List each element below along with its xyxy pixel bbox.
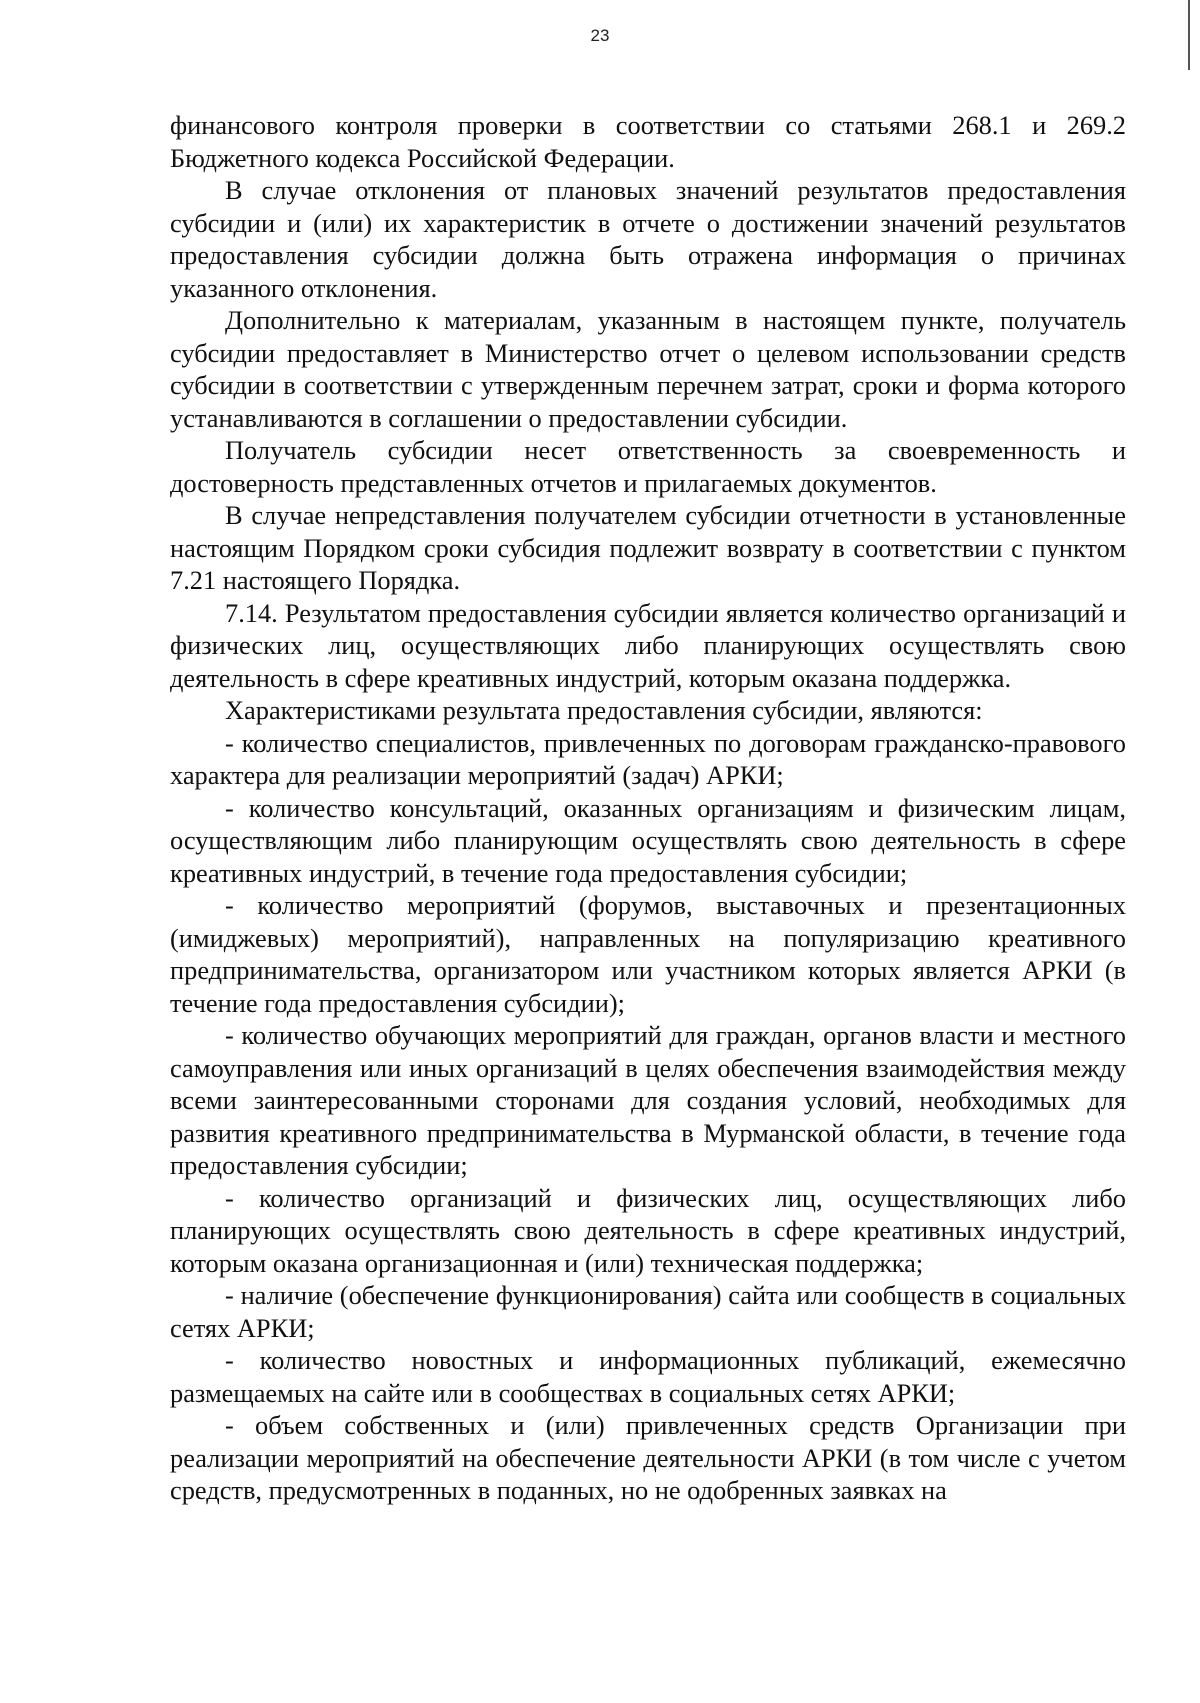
list-item: - количество специалистов, привлеченных по договорам гражданско-правового характера для реализации мероприятий (задач) АРКИ; bbox=[170, 727, 1126, 790]
paragraph: Дополнительно к материалам, указанным в настоящем пункте, получатель субсидии предоставляет в Министерство отчет о целевом использовании средств субсидии в соответствии с утвержденным перечнем затрат, сроки и форма которого устанавливаются в соглашении о предоставлении субсидии. bbox=[170, 305, 1126, 433]
paragraph: финансового контроля проверки в соответствии со статьями 268.1 и 269.2 Бюджетного кодекса Российской Федерации. bbox=[170, 110, 1126, 173]
list-item: - количество новостных и информационных публикаций, ежемесячно размещаемых на сайте или в сообществах в социальных сетях АРКИ; bbox=[170, 1345, 1126, 1408]
list-item: - количество обучающих мероприятий для граждан, органов власти и местного самоуправления или иных организаций в целях обеспечения взаимодействия между всеми заинтересованными сторонами для создания условий, необходимых для развития креативного предпринимательства в Мурманской области, в течение года предоставления субсидии; bbox=[170, 1020, 1126, 1180]
paragraph: Получатель субсидии несет ответственность за своевременность и достоверность представленных отчетов и прилагаемых документов. bbox=[170, 435, 1126, 498]
page-number: 23 bbox=[590, 26, 610, 45]
list-item: - количество консультаций, оказанных организациям и физическим лицам, осуществляющим либо планирующим осуществлять свою деятельность в сфере креативных индустрий, в течение года предоставления субсидии; bbox=[170, 792, 1126, 888]
scan-margin-line bbox=[1188, 0, 1190, 70]
paragraph: В случае непредставления получателем субсидии отчетности в установленные настоящим Порядком сроки субсидия подлежит возврату в соответствии с пунктом 7.21 настоящего Порядка. bbox=[170, 500, 1126, 595]
list-item: - количество организаций и физических лиц, осуществляющих либо планирующих осуществлять свою деятельность в сфере креативных индустрий, которым оказана организационная и (или) техническая поддержка; bbox=[170, 1182, 1126, 1278]
list-item: - наличие (обеспечение функционирования) сайта или сообществ в социальных сетях АРКИ; bbox=[170, 1280, 1126, 1343]
list-item: - объем собственных и (или) привлеченных средств Организации при реализации мероприятий на обеспечение деятельности АРКИ (в том числе с учетом средств, предусмотренных в поданных, но не одобренных заявках на bbox=[170, 1410, 1126, 1505]
paragraph: В случае отклонения от плановых значений результатов предоставления субсидии и (или) их характеристик в отчете о достижении значений результатов предоставления субсидии должна быть отражена информация о причинах указанного отклонения. bbox=[170, 175, 1126, 303]
paragraph: 7.14. Результатом предоставления субсидии является количество организаций и физических лиц, осуществляющих либо планирующих осуществлять свою деятельность в сфере креативных индустрий, которым оказана поддержка. bbox=[170, 597, 1126, 693]
list-item: - количество мероприятий (форумов, выставочных и презентационных (имиджевых) мероприятий), направленных на популяризацию креативного предпринимательства, организатором или участником которых является АРКИ (в течение года предоставления субсидии); bbox=[170, 890, 1126, 1018]
document-body bbox=[170, 109, 1126, 1507]
paragraph: Характеристиками результата предоставления субсидии, являются: bbox=[225, 695, 983, 725]
